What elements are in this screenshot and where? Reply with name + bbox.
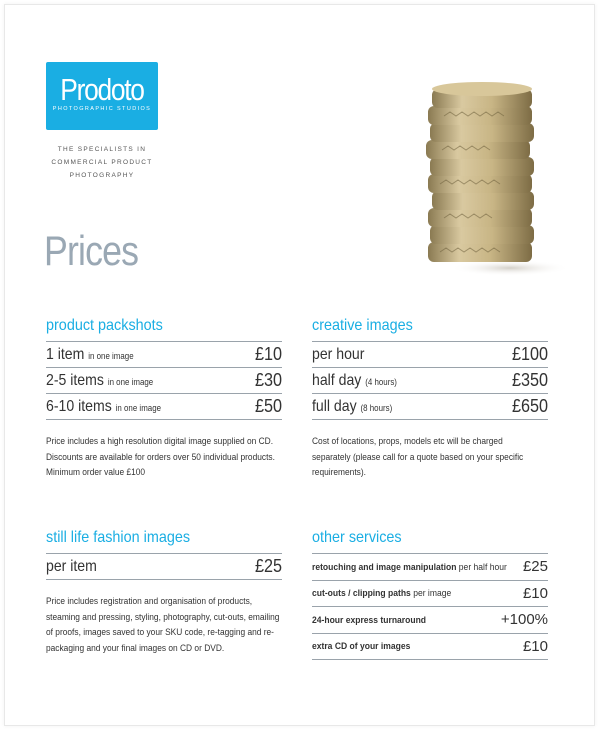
brand-name: Prodoto [60,72,144,107]
creative-price-table [312,341,548,420]
other-section [312,527,548,660]
row-price: £25 [522,558,548,576]
row-label: 24-hour express turnaround [312,614,427,625]
row-price: £650 [511,396,548,416]
row-label: 2-5 items in one image [46,371,154,389]
brand-subtitle: PHOTOGRAPHIC STUDIOS [52,106,152,112]
brand-logo [46,62,158,130]
row-price: £10 [522,584,548,602]
price-row [46,368,282,394]
row-price: £10 [254,344,282,364]
price-row [46,394,282,420]
packshots-note: Price includes a high resolution digital image supplied on CD. Discounts are available for orders over 50 individual products. Minimum order value £100 [46,436,275,477]
coin-stack-image [420,70,570,280]
row-label: 6-10 items in one image [46,397,162,415]
packshots-price-table [46,341,282,420]
row-price: £25 [254,556,282,576]
row-label: extra CD of your images [312,641,411,652]
price-row [312,554,548,581]
row-label: retouching and image manipulation per half hour [312,561,507,572]
row-price: £10 [522,637,548,655]
row-label: cut-outs / clipping paths per image [312,588,452,599]
price-row [312,581,548,608]
price-row [312,634,548,661]
fashion-section [46,527,282,656]
row-label: 1 item in one image [46,345,134,363]
brand-tagline [30,143,174,182]
other-price-table [312,553,548,660]
price-row [312,394,548,420]
price-row [312,368,548,394]
row-label: half day (4 hours) [312,371,397,389]
row-price: £100 [511,344,548,364]
row-price: £30 [254,370,282,390]
tagline-line: COMMERCIAL PRODUCT [51,159,153,166]
other-heading: other services [312,529,402,546]
price-row [312,342,548,368]
row-label: per hour [312,345,365,363]
row-price: £350 [511,370,548,390]
fashion-price-table [46,553,282,580]
packshots-section [46,315,282,481]
price-row [46,342,282,368]
creative-heading: creative images [312,317,413,334]
row-label: full day (8 hours) [312,397,393,415]
fashion-heading: still life fashion images [46,529,191,546]
price-row [312,607,548,634]
creative-section [312,315,548,481]
creative-note: Cost of locations, props, models etc will be charged separately (please call for a quote based on your specific requirements). [312,436,524,477]
page-title: Prices [44,227,139,274]
price-row [46,554,282,580]
row-price: +100% [500,611,548,629]
row-label: per item [46,557,97,575]
tagline-line: PHOTOGRAPHY [69,172,135,179]
fashion-note: Price includes registration and organisation of products, steaming and pressing, styling, photography, cut-outs, emailing of proofs, images saved to your SKU code, re-tagging and re-packaging and your final images on CD or DVD. [46,596,280,653]
packshots-heading: product packshots [46,317,163,334]
row-price: £50 [254,396,282,416]
tagline-line: THE SPECIALISTS IN [57,146,147,153]
